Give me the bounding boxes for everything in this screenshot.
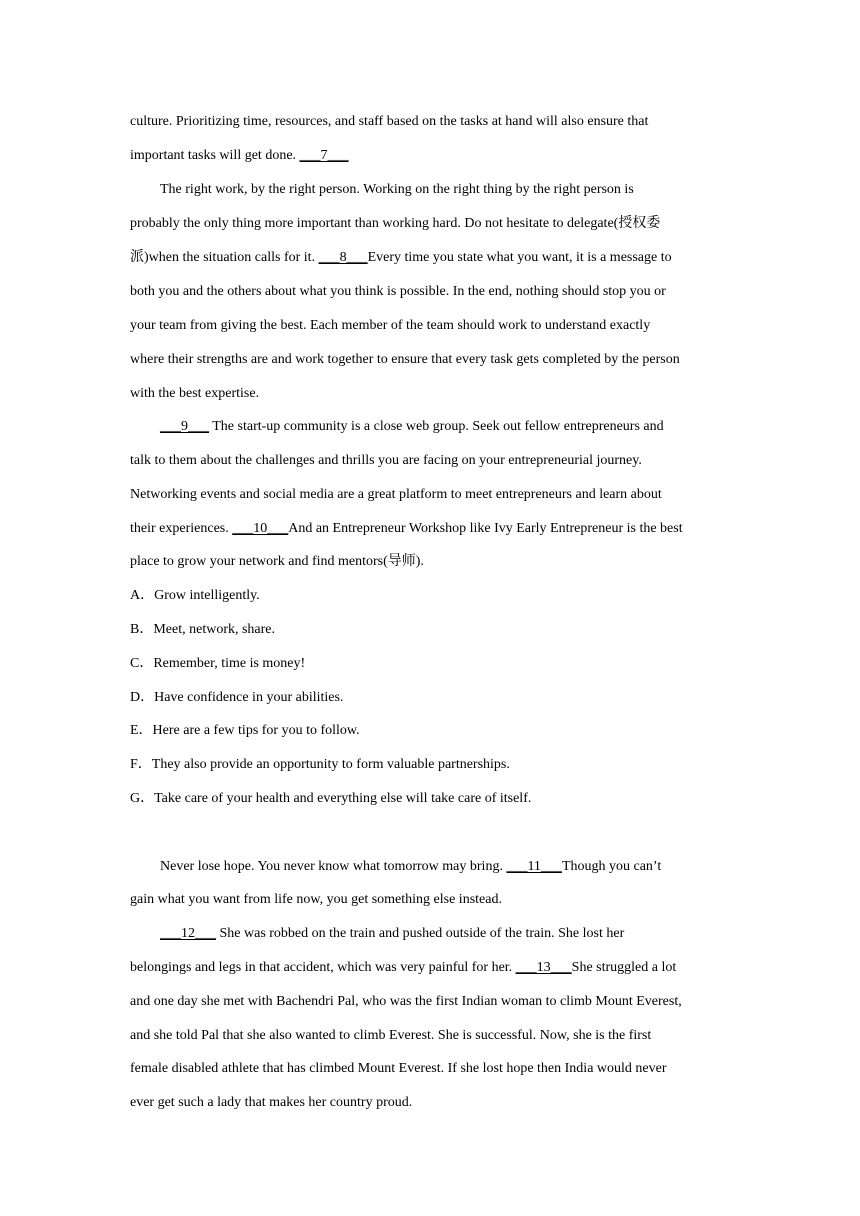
text-line <box>130 553 735 571</box>
text-segment: ever get such a lady that makes her country proud. <box>130 1095 413 1110</box>
text-line <box>130 317 735 335</box>
text-segment: your team from giving the best. Each member of the team should work to understand exactly <box>130 318 651 333</box>
option-g: G．Take care of your health and everything else will take care of itself. <box>130 791 532 806</box>
text-segment: with the best expertise. <box>130 386 260 401</box>
text-segment: Though you can’t <box>561 859 662 874</box>
text-segment: Never lose hope. You never know what tomorrow may bring. <box>160 859 507 874</box>
text-segment: She struggled a lot <box>571 960 677 975</box>
text-segment: The start-up community is a close web group. Seek out fellow entrepreneurs and <box>209 419 664 434</box>
text-segment: 派)when the situation calls for it. <box>130 250 319 265</box>
text-segment: place to grow your network and find mentors(导师). <box>130 554 424 569</box>
paragraph-start-line <box>160 858 735 876</box>
blank-10[interactable]: ___10___ <box>232 521 289 536</box>
blank-8[interactable]: ___8___ <box>318 250 368 265</box>
text-line <box>130 520 735 538</box>
text-segment: And an Entrepreneur Workshop like Ivy Early Entrepreneur is the best <box>288 521 683 536</box>
text-segment: female disabled athlete that has climbed Mount Everest. If she lost hope then India would never <box>130 1061 667 1076</box>
text-line <box>130 1060 735 1078</box>
blank-7[interactable]: ___7___ <box>299 148 349 163</box>
blank-11[interactable]: ___11___ <box>506 859 562 874</box>
text-line <box>130 452 735 470</box>
option-f: F．They also provide an opportunity to form valuable partnerships. <box>130 757 510 772</box>
text-line <box>130 215 735 233</box>
text-segment: She was robbed on the train and pushed outside of the train. She lost her <box>216 926 625 941</box>
text-segment: important tasks will get done. <box>130 148 300 163</box>
text-line <box>130 147 735 165</box>
text-segment: gain what you want from life now, you get something else instead. <box>130 892 502 907</box>
blank-9[interactable]: ___9___ <box>160 419 209 434</box>
text-line <box>130 1027 735 1045</box>
text-segment: The right work, by the right person. Working on the right thing by the right person is <box>160 182 634 197</box>
paragraph-start-line <box>160 181 735 199</box>
option-b: B．Meet, network, share. <box>130 622 276 637</box>
text-segment: and she told Pal that she also wanted to climb Everest. She is successful. Now, she is the first <box>130 1028 652 1043</box>
paragraph-start-line <box>160 925 735 943</box>
text-segment: both you and the others about what you think is possible. In the end, nothing should stop you or <box>130 284 666 299</box>
text-segment: talk to them about the challenges and thrills you are facing on your entrepreneurial journey. <box>130 453 642 468</box>
text-line <box>130 351 735 369</box>
text-line <box>130 113 735 131</box>
text-segment: where their strengths are and work together to ensure that every task gets completed by the person <box>130 352 680 367</box>
text-line <box>130 891 735 909</box>
text-segment: culture. Prioritizing time, resources, and staff based on the tasks at hand will also ensure that <box>130 114 649 129</box>
text-segment: belongings and legs in that accident, which was very painful for her. <box>130 960 516 975</box>
option-c: C．Remember, time is money! <box>130 656 306 671</box>
text-line <box>130 249 735 267</box>
option-d: D．Have confidence in your abilities. <box>130 690 344 705</box>
text-segment: Every time you state what you want, it is a message to <box>367 250 672 265</box>
text-segment: their experiences. <box>130 521 233 536</box>
option-e: E．Here are a few tips for you to follow. <box>130 723 360 738</box>
text-line <box>130 283 735 301</box>
text-segment: probably the only thing more important than working hard. Do not hesitate to delegate(授权委 <box>130 216 661 231</box>
option-a: A．Grow intelligently. <box>130 588 260 603</box>
text-segment: Networking events and social media are a great platform to meet entrepreneurs and learn about <box>130 487 662 502</box>
blank-13[interactable]: ___13___ <box>515 960 572 975</box>
blank-12[interactable]: ___12___ <box>160 926 216 941</box>
text-line <box>130 993 735 1011</box>
paragraph-start-line <box>160 418 735 436</box>
text-line <box>130 486 735 504</box>
text-line <box>130 959 735 977</box>
text-segment: and one day she met with Bachendri Pal, who was the first Indian woman to climb Mount Everest, <box>130 994 682 1009</box>
text-line <box>130 1094 735 1112</box>
text-line <box>130 385 735 403</box>
